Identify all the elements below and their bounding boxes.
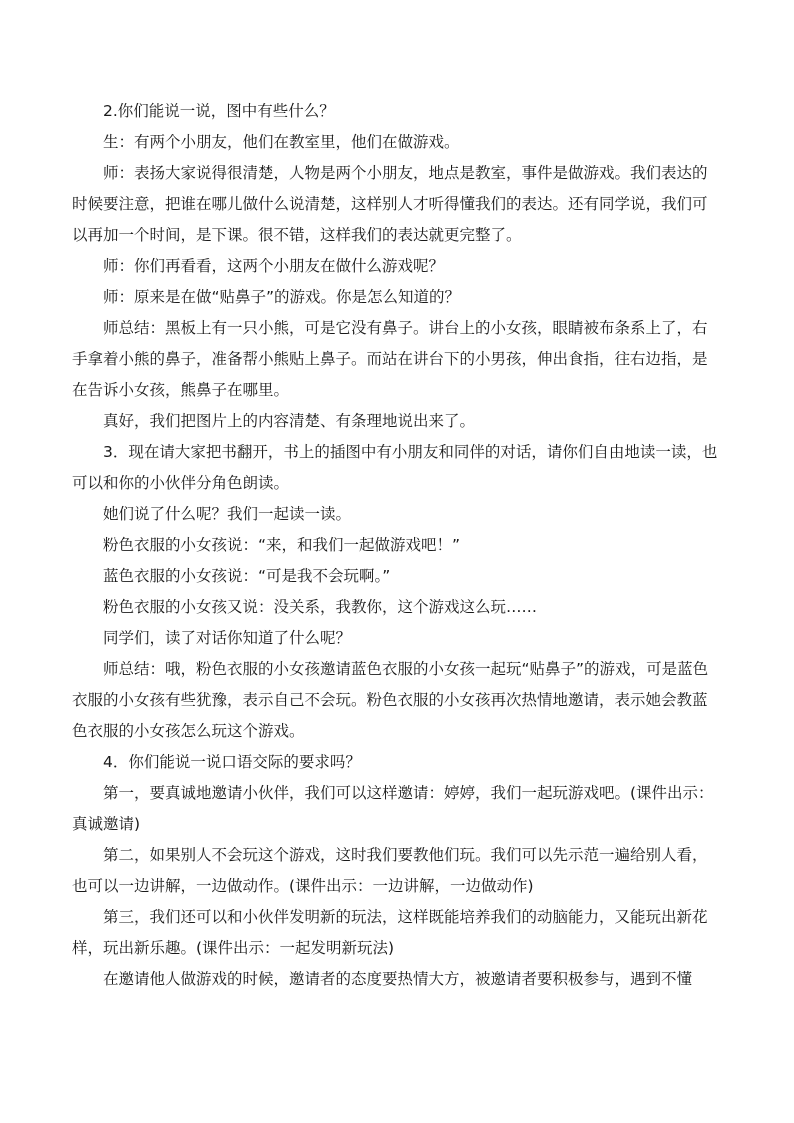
paragraph-requirement-1: 第一，要真诚地邀请小伙伴，我们可以这样邀请：婷婷，我们一起玩游戏吧。(课件出示：真诚邀请)	[72, 784, 714, 833]
paragraph-blue-girl-says: 蓝色衣服的小女孩说：“可是我不会玩啊。”	[103, 567, 391, 585]
document-body	[72, 96, 722, 995]
paragraph-teacher-praise: 师：表扬大家说得很清楚，人物是两个小朋友，地点是教室，事件是做游戏。我们表达的时候要注意，把谁在哪儿做什么说清楚，这样别人才听得懂我们的表达。还有同学说，我们可以再加一个时间，是下课。很不错，这样我们的表达就更完整了。	[72, 164, 708, 244]
paragraph-teacher-question: 师：你们再看看，这两个小朋友在做什么游戏呢？	[103, 257, 445, 275]
paragraph-classmates-question: 同学们，读了对话你知道了什么呢？	[103, 629, 352, 647]
paragraph-pink-girl-says: 粉色衣服的小女孩说：“来，和我们一起做游戏吧！”	[103, 536, 461, 554]
paragraph-praise: 真好，我们把图片上的内容清楚、有条理地说出来了。	[103, 412, 476, 430]
paragraph-requirement-2: 第二，如果别人不会玩这个游戏，这时我们要教他们玩。我们可以先示范一遍给别人看，也可以一边讲解，一边做动作。(课件出示：一边讲解，一边做动作)	[72, 846, 708, 895]
paragraph-teacher-game: 师：原来是在做“贴鼻子”的游戏。你是怎么知道的？	[103, 288, 461, 306]
paragraph-pink-girl-again: 粉色衣服的小女孩又说：没关系，我教你，这个游戏这么玩……	[103, 598, 538, 616]
paragraph-teacher-summary-2: 师总结：哦，粉色衣服的小女孩邀请蓝色衣服的小女孩一起玩“贴鼻子”的游戏，可是蓝色衣服的小女孩有些犹豫，表示自己不会玩。粉色衣服的小女孩再次热情地邀请，表示她会教蓝色衣服的小女孩怎么玩这个游戏。	[72, 660, 709, 740]
paragraph-student-answer: 生：有两个小朋友，他们在教室里，他们在做游戏。	[103, 133, 460, 151]
paragraph-question-4: 4．你们能说一说口语交际的要求吗？	[103, 753, 361, 771]
paragraph-invitation-attitude: 在邀请他人做游戏的时候，邀请者的态度要热情大方，被邀请者要积极参与，遇到不懂	[103, 970, 693, 988]
paragraph-teacher-summary-1: 师总结：黑板上有一只小熊，可是它没有鼻子。讲台上的小女孩，眼睛被布条系上了，右手拿着小熊的鼻子，准备帮小熊贴上鼻子。而站在讲台下的小男孩，伸出食指，往右边指，是在告诉小女孩，熊鼻子在哪里。	[72, 319, 708, 399]
paragraph-requirement-3: 第三，我们还可以和小伙伴发明新的玩法，这样既能培养我们的动脑能力，又能玩出新花样，玩出新乐趣。(课件出示：一起发明新玩法)	[72, 908, 708, 957]
paragraph-read-together: 她们说了什么呢？我们一起读一读。	[103, 505, 352, 523]
paragraph-question-2: 2.你们能说一说，图中有些什么？	[103, 102, 335, 120]
paragraph-question-3: 3．现在请大家把书翻开，书上的插图中有小朋友和同伴的对话，请你们自由地读一读，也可以和你的小伙伴分角色朗读。	[72, 443, 718, 492]
